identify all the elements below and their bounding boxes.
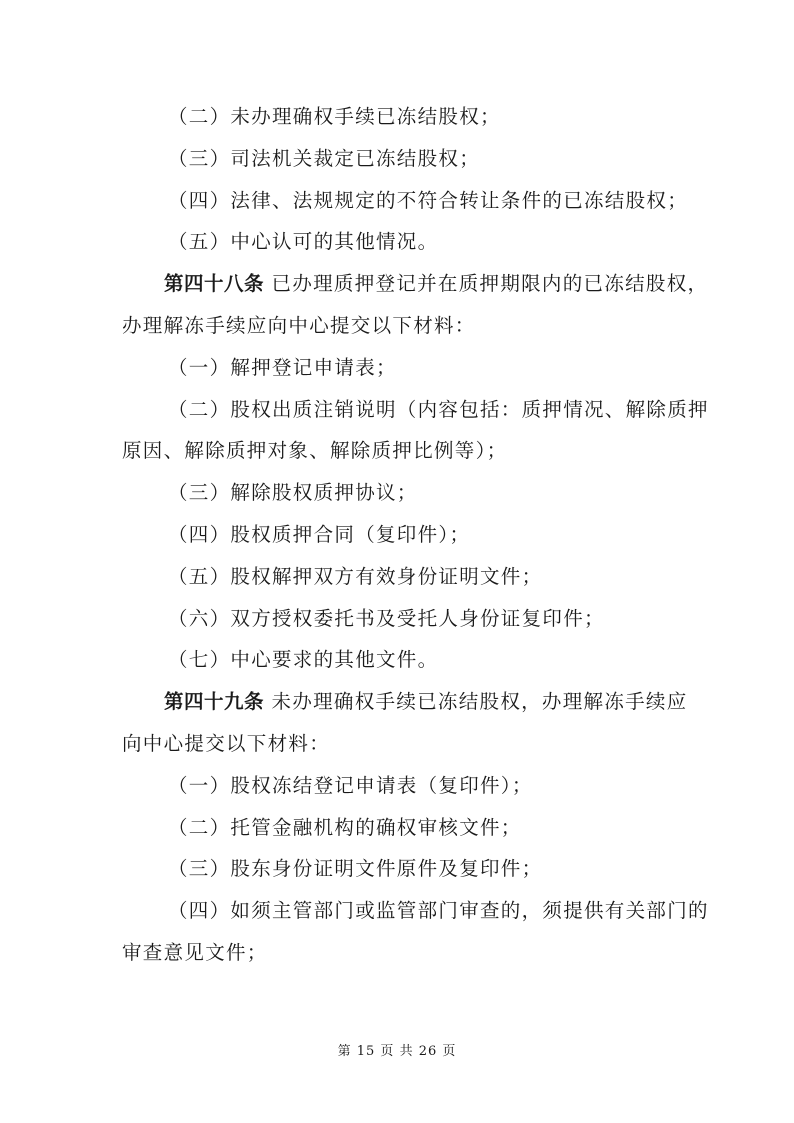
list-item: （五）中心认可的其他情况。	[168, 230, 439, 254]
list-item: （二）托管金融机构的确权审核文件；	[168, 815, 522, 839]
article-49-heading: 第四十九条	[164, 690, 265, 714]
article-48-continuation: 办理解冻手续应向中心提交以下材料：	[122, 313, 476, 337]
article-49-text: 未办理确权手续已冻结股权，办理解冻手续应	[271, 690, 688, 714]
list-item: （四）股权质押合同（复印件）；	[168, 522, 471, 546]
list-item: （四）法律、法规规定的不符合转让条件的已冻结股权；	[168, 188, 689, 212]
list-item: （一）股权冻结登记申请表（复印件）；	[168, 773, 533, 797]
list-item: （四）如须主管部门或监管部门审查的，须提供有关部门的	[168, 899, 709, 923]
article-49	[122, 681, 722, 723]
list-item: （二）未办理确权手续已冻结股权；	[168, 105, 501, 128]
list-item: （一）解押登记申请表；	[168, 355, 397, 379]
list-item: （五）股权解押双方有效身份证明文件；	[168, 564, 543, 588]
document-body	[122, 96, 722, 974]
article-48-text: 已办理质押登记并在质押期限内的已冻结股权，	[271, 272, 709, 296]
list-item: （二）股权出质注销说明（内容包括：质押情况、解除质押	[168, 397, 709, 421]
list-item: （三）司法机关裁定已冻结股权；	[168, 146, 481, 170]
list-item-continuation: 原因、解除质押对象、解除质押比例等）；	[122, 439, 508, 463]
list-item: （七）中心要求的其他文件。	[168, 648, 439, 672]
list-item: （六）双方授权委托书及受托人身份证复印件；	[168, 606, 605, 630]
article-49-continuation: 向中心提交以下材料：	[122, 731, 331, 755]
list-item-continuation: 审查意见文件；	[122, 940, 268, 964]
list-item: （三）解除股权质押协议；	[168, 481, 418, 505]
list-item: （三）股东身份证明文件原件及复印件；	[168, 857, 543, 881]
page-number: 第 15 页 共 26 页	[337, 1044, 457, 1059]
article-48-heading: 第四十八条	[164, 272, 265, 296]
article-48	[122, 263, 722, 305]
